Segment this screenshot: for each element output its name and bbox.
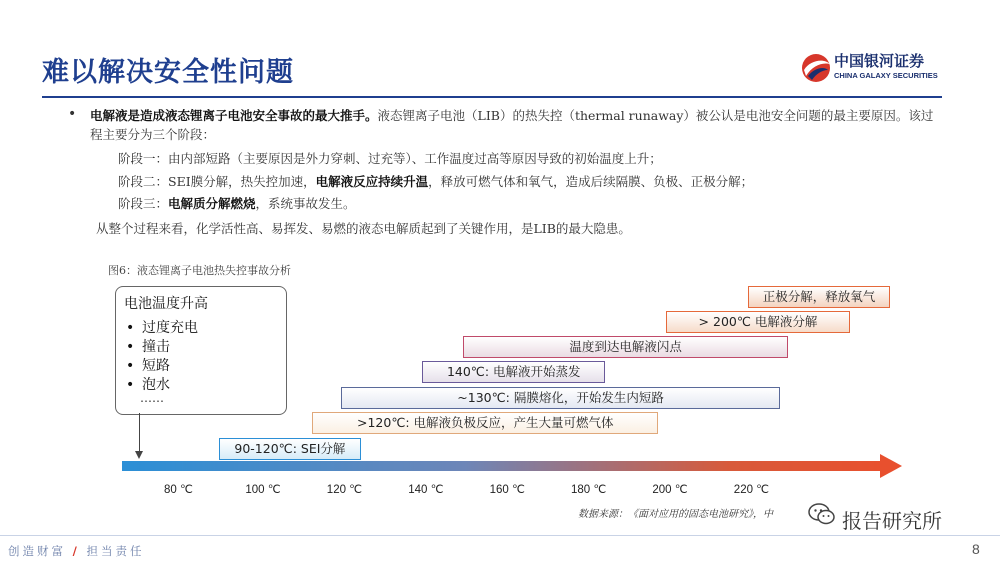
- cause-box-title: 电池温度升高: [124, 296, 208, 312]
- slogan-part-a: 创造财富: [8, 544, 66, 558]
- axis-tick-label: 180 ℃: [571, 484, 607, 496]
- cause-pointer-arrowhead: [135, 451, 143, 459]
- stage-three: [118, 194, 938, 213]
- stage-bar: 90-120℃: SEI分解: [219, 438, 361, 460]
- cause-label: 撞击: [142, 339, 170, 355]
- logo-text-cn: 中国银河证券: [834, 52, 925, 70]
- cause-item: [126, 355, 170, 375]
- axis-tick-label: 140 ℃: [408, 484, 444, 496]
- cause-item: [126, 336, 170, 356]
- slogan-part-b: 担当责任: [86, 544, 145, 558]
- cause-box: [115, 286, 287, 415]
- cause-more: ……: [140, 391, 164, 405]
- stage-bar: 正极分解，释放氧气: [748, 286, 890, 308]
- bullet-lead: 电解液是造成液态锂离子电池安全事故的最大推手。: [90, 108, 378, 123]
- cause-bullet: •: [126, 377, 135, 393]
- cause-pointer-line: [139, 413, 140, 453]
- axis-arrow-icon: [880, 454, 902, 478]
- stage-bar: 140℃: 电解液开始蒸发: [422, 361, 605, 383]
- cause-label: 泡水: [142, 377, 170, 393]
- axis-tick-label: 160 ℃: [489, 484, 525, 496]
- data-source: 数据来源：《面对应用的固态电池研究》，中: [578, 509, 773, 520]
- stage-three-emphasis: 电解质分解燃烧: [168, 196, 256, 211]
- title-divider: [42, 96, 942, 98]
- galaxy-logo-icon: [800, 52, 832, 84]
- figure-caption: 图6：液态锂离子电池热失控事故分析: [108, 264, 291, 277]
- logo-text-en: CHINA GALAXY SECURITIES: [834, 71, 938, 80]
- footer-divider: [0, 535, 1000, 536]
- stage-bar: ~130℃: 隔膜熔化，开始发生内短路: [341, 387, 781, 409]
- cause-bullet: •: [126, 339, 135, 355]
- conclusion-text: 从整个过程来看，化学活性高、易挥发、易燃的液态电解质起到了关键作用，是LIB的最大隐患。: [96, 221, 631, 236]
- company-logo: [800, 50, 940, 86]
- stage-bar: >120℃: 电解液负极反应，产生大量可燃气体: [312, 412, 658, 434]
- stage-two-text-c: ，释放可燃气体和氧气，造成后续隔膜、负极、正极分解；: [428, 174, 754, 189]
- axis-tick-label: 220 ℃: [733, 484, 770, 496]
- footer-slogan: [8, 543, 145, 559]
- cause-item: [126, 317, 198, 337]
- bullet-rest: 液态锂离子电池（LIB）的热失控（thermal runaway）被公认是电池安全问题的最主要原因。该过程主要分为三个阶段：: [90, 108, 934, 142]
- axis-tick-label: 100 ℃: [245, 484, 281, 496]
- temperature-axis: [122, 461, 882, 471]
- slogan-slash: /: [72, 544, 80, 558]
- cause-bullet: •: [126, 320, 135, 336]
- page-title: 难以解决安全性问题: [42, 57, 294, 88]
- axis-tick-label: 120 ℃: [326, 484, 363, 496]
- stage-two-emphasis: 电解液反应持续升温: [315, 174, 429, 189]
- stage-one: 阶段一：由内部短路（主要原因是外力穿刺、过充等）、工作温度过高等原因导致的初始温度上升；: [118, 151, 662, 166]
- bullet-paragraph: [90, 106, 940, 144]
- stage-three-text-a: 阶段三：: [118, 196, 169, 211]
- cause-label: 短路: [142, 358, 170, 374]
- stage-two-text-a: 阶段二：SEI膜分解，热失控加速，: [118, 174, 316, 189]
- axis-tick-label: 80 ℃: [164, 484, 193, 496]
- stage-two: [118, 172, 938, 191]
- cause-label: 过度充电: [142, 320, 198, 336]
- page-number: 8: [972, 541, 980, 557]
- stage-bar: 温度到达电解液闪点: [463, 336, 789, 358]
- stage-three-text-c: ，系统事故发生。: [255, 196, 356, 211]
- stage-bar: > 200℃ 电解液分解: [666, 311, 849, 333]
- wechat-icon: [808, 503, 836, 525]
- watermark-text: 报告研究所: [842, 509, 942, 533]
- cause-bullet: •: [126, 358, 135, 374]
- bullet-marker: •: [68, 106, 77, 122]
- axis-tick-label: 200 ℃: [652, 484, 688, 496]
